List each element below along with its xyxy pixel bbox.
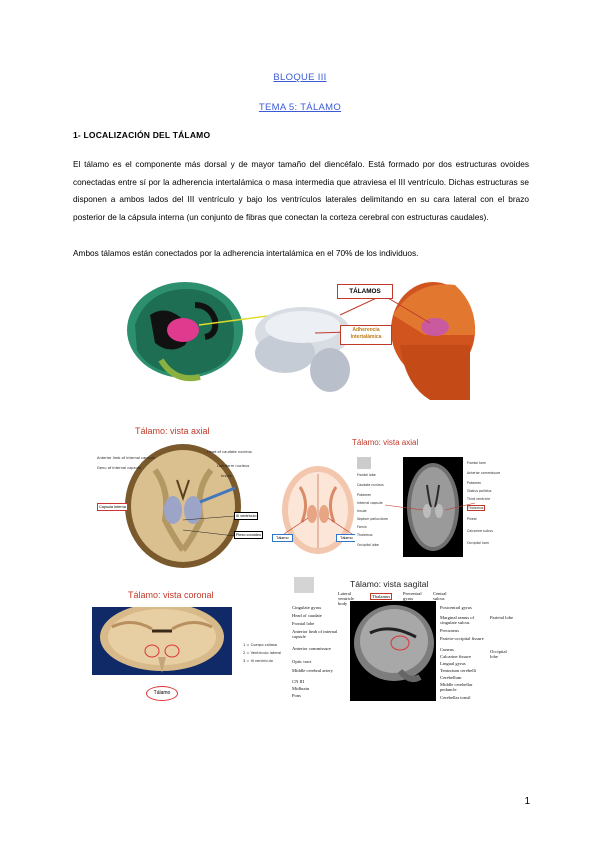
figure-label: Insula [221,474,232,478]
figure-label: Precentral gyrus [403,591,422,601]
section-heading: 1- LOCALIZACIÓN DEL TÁLAMO [73,130,211,140]
figure-label: Thalamus [372,594,391,599]
figure-label: Globus pallidus [467,489,492,493]
figure-label: Calcarine fissure [440,654,471,659]
talamo-box-right: Tálamo [336,534,357,542]
coronal-brain-image [92,607,232,675]
axial-section-left [95,440,270,570]
figure-label: Anterior commissure [467,471,501,475]
figure-label: Middle cerebellar peduncle [440,682,473,692]
figure-label: Internal capsule [357,501,383,505]
paragraph-2: Ambos tálamos están conectados por la adherencia intertalámica en el 70% de los individuos. [73,248,419,258]
figure-label: Anterior commissure [292,646,331,651]
figure-label: Occipital lobe [357,543,379,547]
figure-label: Frontal lobe [292,621,315,626]
axial-pink-illustration [270,462,365,562]
figure-label: Lateral ventricle body [338,591,355,606]
figure-label: Occipital lobe [490,649,507,659]
coronal-section-figure [92,607,232,675]
figure-label: Anterior limb of internal capsule [97,456,155,460]
coronal-caption: Tálamo: vista coronal [128,590,214,600]
figure-label: Pineal [467,517,477,521]
axial-section-middle [270,462,365,562]
figure-label: Midbrain [292,686,310,691]
figure-label: Head of caudate nucleus [207,450,252,454]
figure-label: Insula [357,509,367,513]
figure-label: Lentiform nucleus [217,464,250,468]
figure-label: Thalamus [468,506,484,510]
talamo-box-left: Tálamo [272,534,293,542]
figure-label: Cuneus [440,647,454,652]
capsula-interna-box: Capsula Interna [99,505,126,509]
figure-label: Genu of internal capsule [97,466,142,470]
figure-label: Anterior limb of internal capsule [292,629,338,639]
coronal-talamo-oval: Tálamo [146,686,178,701]
sagittal-figure [290,573,518,705]
axial-caption-right: Tálamo: vista axial [352,438,419,447]
figure-label: Middle cerebral artery [292,668,334,673]
figure-label: Postcentral gyrus [440,605,472,610]
figure-label: Cerebellum [440,675,462,680]
figure-label: Occipital horn [467,541,490,545]
paragraph-1: El tálamo es el componente más dorsal y de mayor tamaño del diencéfalo. Está formado por dos estructuras ovoides conectadas entre sí por la adherencia intertalámica o masa intermedia que atraviesa el III ventrículo. Dichas estructuras se disponen a ambos lados del III ventrículo y bajo los ventrículos laterales delimitando en su cara lateral con el brazo posterior de la cápsula interna (un conjunto de fibras que conectan la corteza cerebral con estructuras caudales). [73,159,529,222]
figure-label: Frontal lobe [357,473,376,477]
figure-label: Marginal ramus of cingulate sulcus [440,615,475,625]
figure-label: Optic tract [292,659,312,664]
axial-mri-figure [355,455,505,560]
thalamus-highlight-left [167,318,199,342]
axial-caption-left: Tálamo: vista axial [135,426,210,436]
plexo-coroideo-box: Plexo coroideo [236,533,262,537]
figure-label: Parietal lobe [490,615,514,620]
iii-ventriculo-box: III ventriculo [236,514,257,518]
figure-label: Tentorium cerebelli [440,668,477,673]
figure-label: Precuneus [440,628,459,633]
page-number: 1 [524,796,530,807]
tema-title[interactable]: TEMA 5: TÁLAMO [258,102,342,113]
figure-label: Third ventricle [467,497,491,501]
thalamus-location-figure [125,275,477,405]
talamos-label: TÁLAMOS [337,284,393,299]
figure-label: Frontal horn [467,461,487,465]
adherencia-label: Adherencia Intertalámica [340,325,392,345]
figure-label: Thalamus [357,533,373,537]
brain-composite-illustration [125,275,477,405]
coronal-legend-2: 2 = Ventrículo lateral [243,651,282,655]
figure-label: Head of caudate [292,613,322,618]
thalamus-left-highlight [164,496,182,524]
coronal-legend-3: 3 = III ventrículo [243,659,273,663]
figure-label: Central sulcus [433,591,447,601]
figure-label: CN III [292,679,305,684]
figure-label: Putamen [357,493,372,497]
figure-label: Pons [292,693,301,698]
figure-label: Septum pellucidum [357,517,388,521]
figure-label: Calcarine sulcus [467,529,493,533]
figure-label: Parieto-occipital fissure [440,636,484,641]
figure-label: Cerebellar tonsil [440,695,471,700]
sagittal-caption: Tálamo: vista sagital [350,579,429,589]
figure-label: Fornix [357,525,367,529]
coronal-legend-1: 1 = Cuerpo calloso [243,643,278,647]
figure-label: Cingulate gyrus [292,605,322,610]
bloque-title[interactable]: BLOQUE III [273,72,327,83]
figure-label: Caudate nucleus [357,483,384,487]
figure-label: Lingual gyrus [440,661,466,666]
figure-label: Putamen [467,481,482,485]
